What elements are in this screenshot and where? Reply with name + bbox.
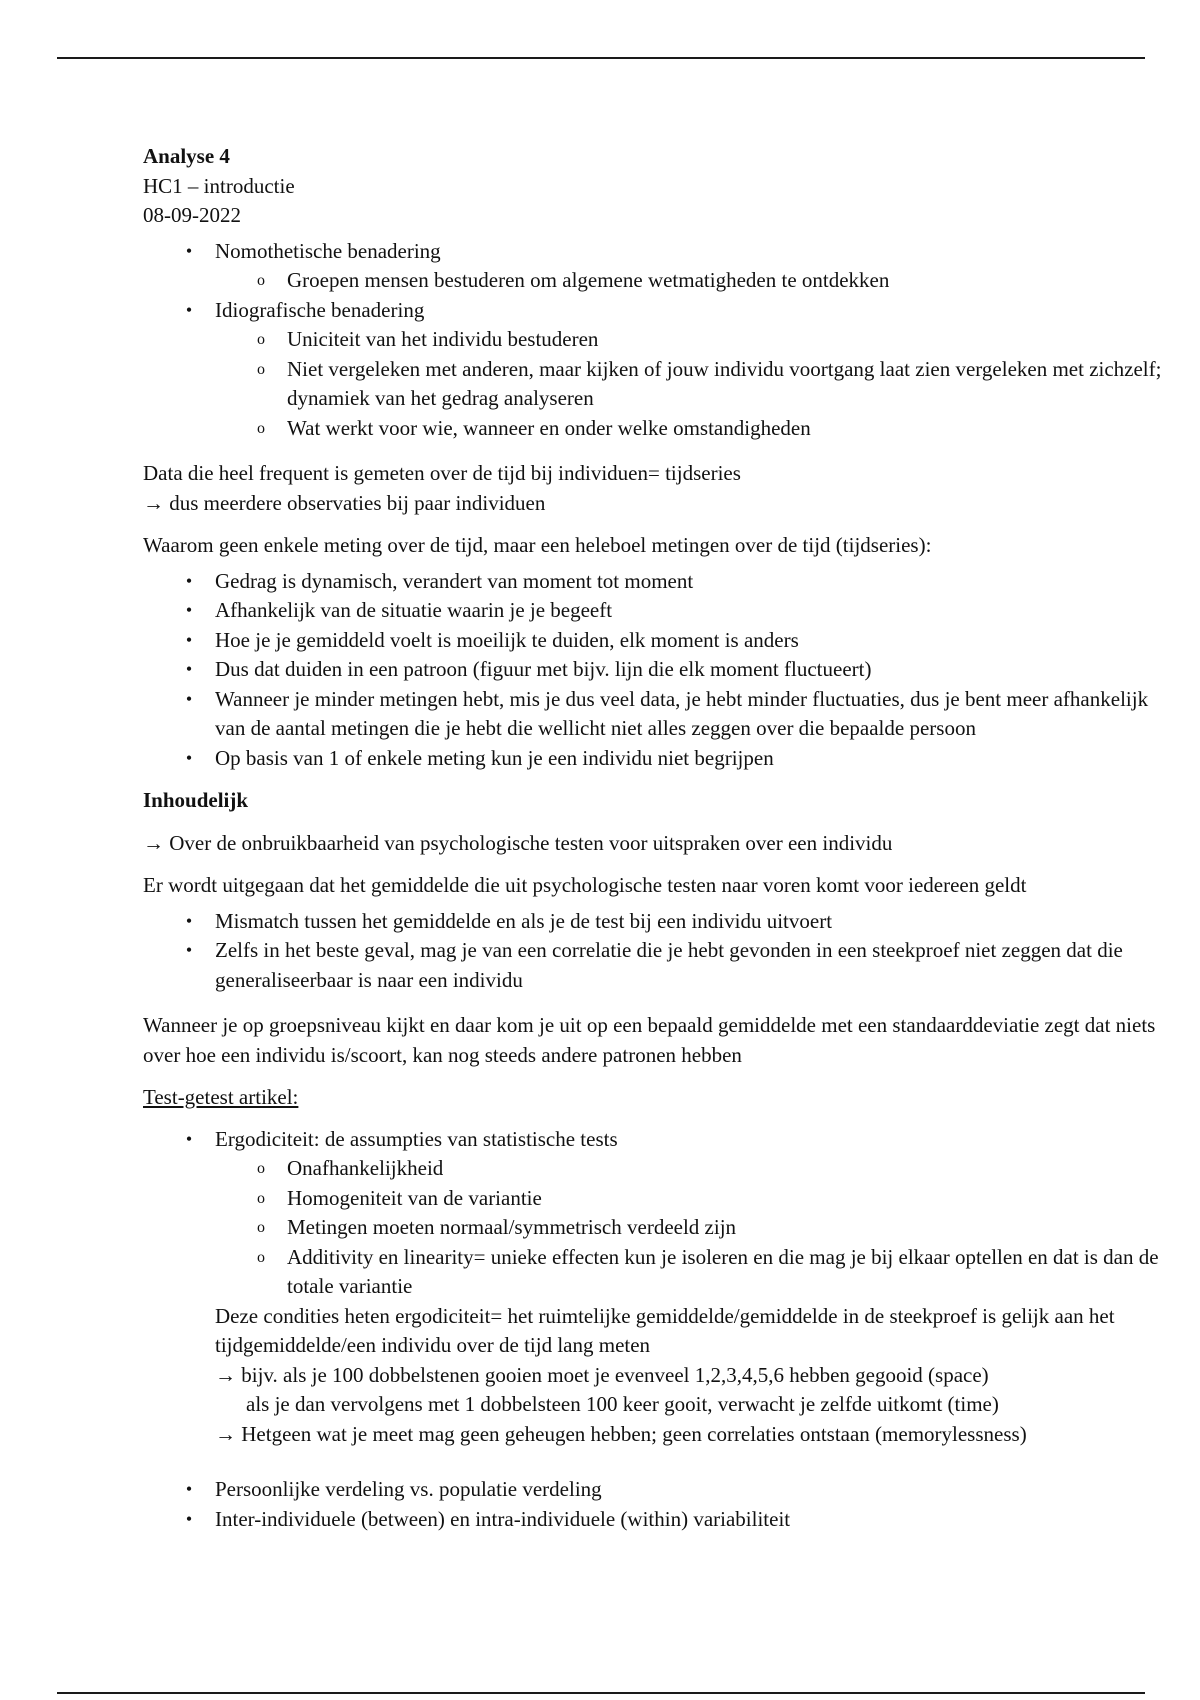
sub-list-item xyxy=(257,1184,1173,1214)
section-heading-inhoudelijk: Inhoudelijk xyxy=(143,788,249,812)
bullet-icon: • xyxy=(185,659,193,679)
approaches-list xyxy=(143,237,1173,444)
sub-list-item-text: Additivity en linearity= unieke effecten kun je isoleren en die mag je bij elkaar optellen en dat is dan de totale variantie xyxy=(287,1244,1159,1298)
bullet-icon: • xyxy=(185,600,193,620)
ergodicity-conditions: Deze condities heten ergodiciteit= het ruimtelijke gemiddelde/gemiddelde in de steekproef is gelijk aan het tijdgemiddelde/een individu over de tijd lang meten xyxy=(215,1303,1115,1357)
content-assumption: Er wordt uitgegaan dat het gemiddelde die uit psychologische testen naar voren komt voor iedereen geldt xyxy=(143,873,1027,897)
list-item-text: Nomothetische benadering xyxy=(215,238,441,263)
document-header xyxy=(143,142,1173,231)
circle-bullet-icon: o xyxy=(257,1248,265,1266)
list-item xyxy=(185,685,1173,744)
list-item-text: Gedrag is dynamisch, verandert van moment tot moment xyxy=(215,568,694,593)
list-item xyxy=(185,655,1173,685)
bullet-icon: • xyxy=(185,688,193,709)
list-item-text: Op basis van 1 of enkele meting kun je een individu niet begrijpen xyxy=(215,745,774,770)
sub-list-item-text: Metingen moeten normaal/symmetrisch verdeeld zijn xyxy=(287,1215,737,1239)
article-list-2 xyxy=(143,1475,1173,1534)
timeseries-line: Data die heel frequent is gemeten over de tijd bij individuen= tijdseries xyxy=(143,461,741,485)
circle-bullet-icon: o xyxy=(257,1160,265,1177)
content-list xyxy=(143,907,1173,996)
why-list xyxy=(143,567,1173,774)
list-item-text: Mismatch tussen het gemiddelde en als je de test bij een individu uitvoert xyxy=(215,908,833,933)
ergodicity-example-space: → bijv. als je 100 dobbelstenen gooien moet je evenveel 1,2,3,4,5,6 hebben gegooid (space) xyxy=(215,1362,989,1387)
bullet-icon: • xyxy=(185,747,193,768)
circle-bullet-icon: o xyxy=(257,1219,265,1236)
list-item-text: Hoe je je gemiddeld voelt is moeilijk te duiden, elk moment is anders xyxy=(215,627,799,652)
circle-bullet-icon: o xyxy=(257,1189,265,1207)
sub-list xyxy=(215,1154,1173,1302)
list-item xyxy=(185,626,1173,656)
section-heading-article: Test-getest artikel: xyxy=(143,1085,299,1109)
bullet-icon: • xyxy=(185,1479,193,1499)
sub-list-item-text: Wat werkt voor wie, wanneer en onder welke omstandigheden xyxy=(287,415,811,440)
ergodicity-memorylessness: → Hetgeen wat je meet mag geen geheugen hebben; geen correlaties ontstaan (memorylessness) xyxy=(215,1421,1027,1446)
bullet-icon: • xyxy=(185,940,193,960)
bullet-icon: • xyxy=(185,910,193,931)
content-arrow-line: → Over de onbruikbaarheid van psychologische testen voor uitspraken over een individu xyxy=(143,830,893,855)
list-item xyxy=(185,907,1173,937)
list-item xyxy=(185,567,1173,597)
bullet-icon: • xyxy=(185,1508,193,1529)
sub-list-item xyxy=(257,1213,1173,1243)
circle-bullet-icon: o xyxy=(257,419,265,437)
ergodicity-example-time: als je dan vervolgens met 1 dobbelsteen 100 keer gooit, verwacht je zelfde uitkomt (time) xyxy=(246,1392,999,1416)
list-item xyxy=(185,744,1173,774)
list-item-text: Wanneer je minder metingen hebt, mis je dus veel data, je hebt minder fluctuaties, dus je bent meer afhankelijk van de aantal metingen die je hebt die wellicht niet alles zeggen over die bepaalde persoon xyxy=(215,686,1149,740)
sub-list-item xyxy=(257,325,1173,355)
list-item-text: Idiografische benadering xyxy=(215,297,425,322)
sub-list-item-text: Onafhankelijkheid xyxy=(287,1156,444,1180)
timeseries-note: → dus meerdere observaties bij paar individuen xyxy=(143,490,546,515)
sub-list-item-text: Homogeniteit van de variantie xyxy=(287,1185,542,1210)
document-date: 08-09-2022 xyxy=(143,203,241,227)
bullet-icon: • xyxy=(185,629,193,650)
list-item xyxy=(185,1505,1173,1535)
sub-list-item xyxy=(257,355,1173,414)
circle-bullet-icon: o xyxy=(257,360,265,378)
sub-list-item xyxy=(257,414,1173,444)
list-item xyxy=(185,1475,1173,1505)
list-item-text: Zelfs in het beste geval, mag je van een correlatie die je hebt gevonden in een steekproef niet zeggen dat die generaliseerbaar is naar een individu xyxy=(215,938,1123,992)
list-item-text: Afhankelijk van de situatie waarin je je begeeft xyxy=(215,598,613,622)
document-title: Analyse 4 xyxy=(143,144,230,168)
why-intro: Waarom geen enkele meting over de tijd, maar een heleboel metingen over de tijd (tijdseries): xyxy=(143,533,932,557)
document-subtitle: HC1 – introductie xyxy=(143,173,295,198)
sub-list-item xyxy=(257,1243,1173,1302)
bullet-icon: • xyxy=(185,1128,193,1149)
bullet-icon: • xyxy=(185,299,193,320)
list-item xyxy=(185,296,1173,444)
sub-list-item xyxy=(257,1154,1173,1184)
bottom-rule xyxy=(57,1692,1145,1694)
top-rule xyxy=(57,57,1145,59)
bullet-icon: • xyxy=(185,570,193,591)
circle-bullet-icon: o xyxy=(257,272,265,289)
list-item-text: Dus dat duiden in een patroon (figuur met bijv. lijn die elk moment fluctueert) xyxy=(215,657,872,681)
list-item-text: Ergodiciteit: de assumpties van statistische tests xyxy=(215,1126,618,1151)
list-item xyxy=(185,936,1173,995)
list-item xyxy=(185,596,1173,626)
sub-list-item-text: Uniciteit van het individu bestuderen xyxy=(287,327,599,351)
sub-list xyxy=(215,266,1173,296)
sub-list-item-text: Niet vergeleken met anderen, maar kijken of jouw individu voortgang laat zien vergeleken met zichzelf; dynamiek van het gedrag analyseren xyxy=(287,356,1162,410)
sub-list xyxy=(215,325,1173,443)
circle-bullet-icon: o xyxy=(257,331,265,348)
document-page xyxy=(143,142,1173,1534)
article-list xyxy=(143,1125,1173,1450)
sub-list-item xyxy=(257,266,1173,296)
group-level-paragraph: Wanneer je op groepsniveau kijkt en daar kom je uit op een bepaald gemiddelde met een standaarddeviatie zegt dat niets over hoe een individu is/scoort, kan nog steeds andere patronen hebben xyxy=(143,1013,1156,1067)
list-item-text: Persoonlijke verdeling vs. populatie verdeling xyxy=(215,1477,602,1501)
list-item xyxy=(185,1125,1173,1450)
sub-list-item-text: Groepen mensen bestuderen om algemene wetmatigheden te ontdekken xyxy=(287,268,890,292)
bullet-icon: • xyxy=(185,240,193,261)
list-item xyxy=(185,237,1173,296)
list-item-text: Inter-individuele (between) en intra-individuele (within) variabiliteit xyxy=(215,1506,791,1531)
